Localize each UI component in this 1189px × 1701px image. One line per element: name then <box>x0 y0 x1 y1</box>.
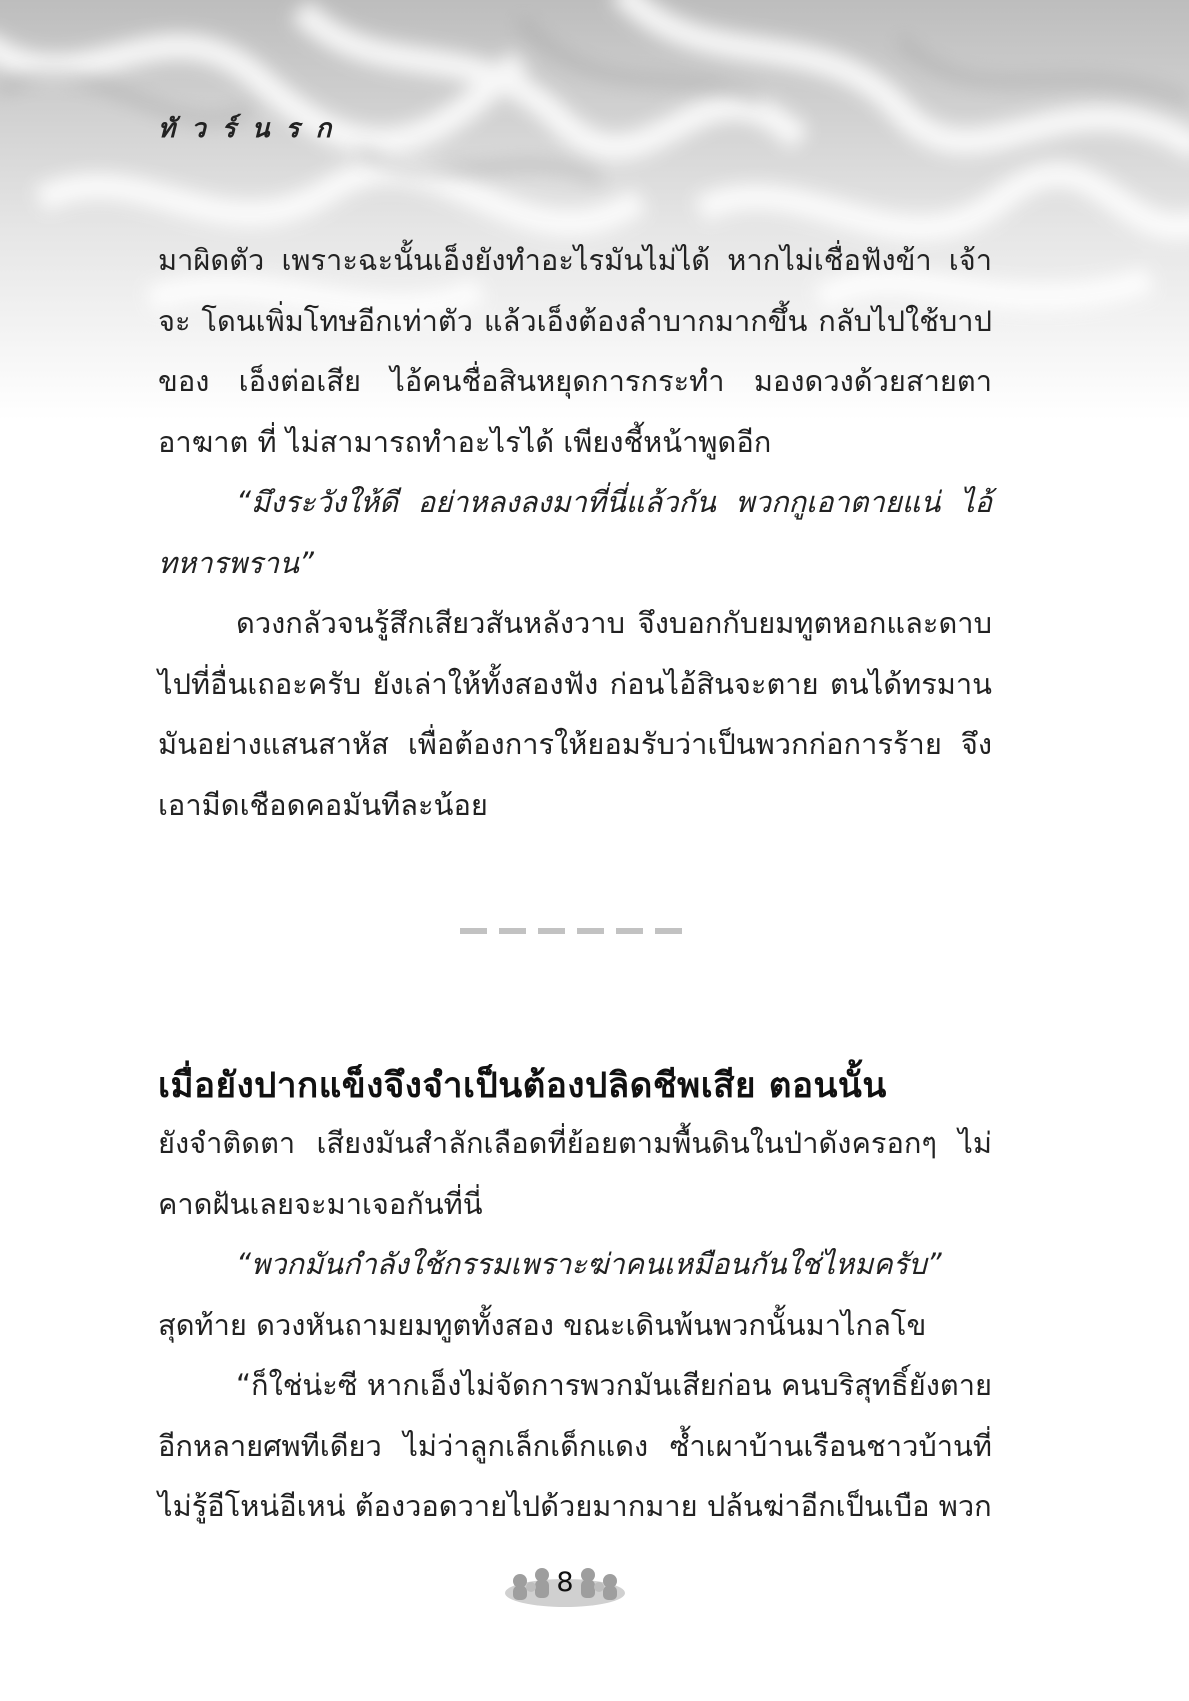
section-1 <box>158 230 992 835</box>
section-divider <box>460 928 682 934</box>
paragraph <box>158 1234 992 1355</box>
paragraph: “ก็ใช่น่ะซี หากเอ็งไม่จัดการพวกมันเสียก่อน คนบริสุทธิ์ยังตาย อีกหลายศพทีเดียว ไม่ว่าลูกเล็กเด็กแดง ซ้ำเผาบ้านเรือนชาวบ้านที่ ไม่รู้อีโหน่อีเหน่ ต้องวอดวายไปด้วยมากมาย ปล้นฆ่าอีกเป็นเบือ พวก <box>158 1368 992 1523</box>
paragraph-text: สุดท้าย ดวงหันถามยมทูตทั้งสอง ขณะเดินพ้นพวกนั้นมาไกลโข <box>158 1307 927 1342</box>
quote-text: “พวกมันกำลังใช้กรรมเพราะฆ่าคนเหมือนกันใช่ไหมครับ” <box>236 1247 942 1281</box>
page-number: 8 <box>556 1567 574 1598</box>
paragraph: ดวงกลัวจนรู้สึกเสียวสันหลังวาบ จึงบอกกับยมทูตหอกและดาบ ไปที่อื่นเถอะครับ ยังเล่าให้ทั้งสองฟัง ก่อนไอ้สินจะตาย ตนได้ทรมาน มันอย่างแสนสาหัส เพื่อต้องการให้ยอมรับว่าเป็นพวกก่อการร้าย จึง เอามีดเชือดคอมันทีละน้อย <box>158 606 992 822</box>
section-heading: เมื่อยังปากแข็งจึงจำเป็นต้องปลิดชีพเสีย ตอนนั้น <box>158 1066 887 1106</box>
section-2 <box>158 1113 992 1537</box>
paragraph: ยังจำติดตา เสียงมันสำลักเลือดที่ย้อยตามพื้นดินในป่าดังครอกๆ ไม่ คาดฝันเลยจะมาเจอกันที่นี่ <box>158 1126 992 1221</box>
running-header: ทัวร์นรก <box>158 114 348 144</box>
page-footer <box>500 1553 630 1613</box>
paragraph: มาผิดตัว เพราะฉะนั้นเอ็งยังทำอะไรมันไม่ได้ หากไม่เชื่อฟังข้า เจ้าจะ โดนเพิ่มโทษอีกเท่าตัว แล้วเอ็งต้องลำบากมากขึ้น กลับไปใช้บาปของ เอ็งต่อเสีย ไอ้คนชื่อสินหยุดการกระทำ มองดวงด้วยสายตาอาฆาต ที่ ไม่สามารถทำอะไรได้ เพียงชี้หน้าพูดอีก <box>158 243 992 459</box>
quote-paragraph: “มึงระวังให้ดี อย่าหลงลงมาที่นี่แล้วกัน พวกกูเอาตายแน่ ไอ้ ทหารพราน” <box>158 485 992 580</box>
